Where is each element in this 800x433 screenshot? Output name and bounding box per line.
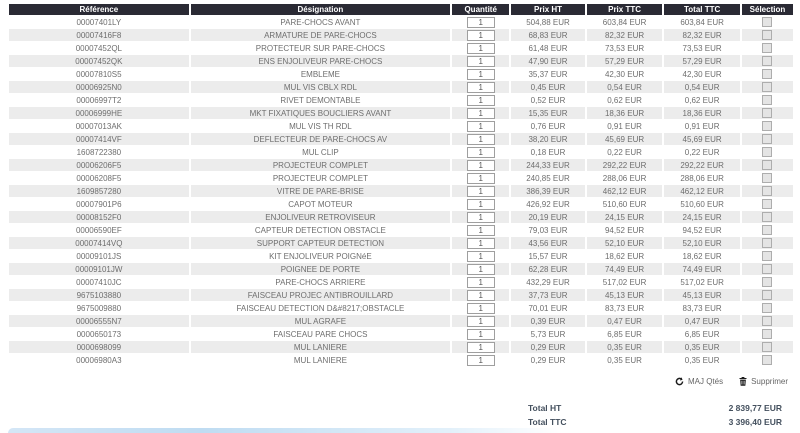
col-header-quantite: Quantité — [452, 4, 509, 15]
prix-ttc-cell: 517,02 EUR — [587, 276, 663, 288]
prix-ttc-cell: 18,36 EUR — [587, 107, 663, 119]
table-row — [9, 185, 793, 197]
prix-ht-cell: 35,37 EUR — [511, 68, 585, 80]
table-row — [9, 289, 793, 301]
selection-cell — [742, 237, 793, 249]
total-ttc-cell: 0,35 EUR — [664, 341, 740, 353]
total-ttc-cell: 45,13 EUR — [664, 289, 740, 301]
designation-cell: KIT ENJOLIVEUR POIGNéE — [191, 250, 450, 262]
quantity-cell — [452, 120, 509, 132]
quantity-cell — [452, 263, 509, 275]
quantity-input[interactable] — [467, 69, 495, 80]
bottom-panel-edge — [8, 428, 560, 433]
prix-ht-cell: 240,85 EUR — [511, 172, 585, 184]
prix-ht-cell: 62,28 EUR — [511, 263, 585, 275]
selection-checkbox[interactable] — [762, 43, 772, 53]
selection-cell — [742, 107, 793, 119]
table-row — [9, 328, 793, 340]
total-ttc-cell: 462,12 EUR — [664, 185, 740, 197]
quantity-cell — [452, 107, 509, 119]
selection-cell — [742, 328, 793, 340]
prix-ttc-cell: 0,35 EUR — [587, 354, 663, 366]
quantity-cell — [452, 276, 509, 288]
reference-cell: 00007013AK — [9, 120, 189, 132]
prix-ttc-cell: 83,73 EUR — [587, 302, 663, 314]
prix-ht-cell: 0,39 EUR — [511, 315, 585, 327]
total-ttc-label: Total TTC — [528, 417, 567, 427]
total-ttc-cell: 57,29 EUR — [664, 55, 740, 67]
table-row — [9, 81, 793, 93]
quantity-input[interactable] — [467, 17, 495, 28]
selection-checkbox[interactable] — [762, 108, 772, 118]
total-ttc-cell: 0,22 EUR — [664, 146, 740, 158]
table-row — [9, 276, 793, 288]
total-ht-label: Total HT — [528, 403, 562, 413]
total-ttc-cell: 18,36 EUR — [664, 107, 740, 119]
prix-ht-cell: 0,29 EUR — [511, 341, 585, 353]
table-row — [9, 263, 793, 275]
total-ttc-cell: 0,91 EUR — [664, 120, 740, 132]
table-row — [9, 172, 793, 184]
prix-ttc-cell: 52,10 EUR — [587, 237, 663, 249]
reference-cell: 00007901P6 — [9, 198, 189, 210]
prix-ht-cell: 0,29 EUR — [511, 354, 585, 366]
totals-section — [0, 403, 800, 431]
quantity-cell — [452, 315, 509, 327]
quantity-input[interactable] — [467, 160, 495, 171]
selection-checkbox[interactable] — [762, 303, 772, 313]
selection-checkbox[interactable] — [762, 147, 772, 157]
selection-cell — [742, 133, 793, 145]
prix-ht-cell: 68,83 EUR — [511, 29, 585, 41]
selection-checkbox[interactable] — [762, 264, 772, 274]
designation-cell: EMBLEME — [191, 68, 450, 80]
reference-cell: 9675103880 — [9, 289, 189, 301]
selection-checkbox[interactable] — [762, 69, 772, 79]
quantity-input[interactable] — [467, 43, 495, 54]
quantity-input[interactable] — [467, 277, 495, 288]
total-ttc-cell: 0,35 EUR — [664, 354, 740, 366]
quantity-cell — [452, 29, 509, 41]
selection-checkbox[interactable] — [762, 316, 772, 326]
table-row — [9, 237, 793, 249]
quantity-input[interactable] — [467, 329, 495, 340]
quantity-input[interactable] — [467, 108, 495, 119]
selection-checkbox[interactable] — [762, 238, 772, 248]
designation-cell: SUPPORT CAPTEUR DETECTION — [191, 237, 450, 249]
selection-cell — [742, 16, 793, 28]
prix-ttc-cell: 462,12 EUR — [587, 185, 663, 197]
reference-cell: 00006208F5 — [9, 172, 189, 184]
reference-cell: 9675009880 — [9, 302, 189, 314]
reference-cell: 00006590EF — [9, 224, 189, 236]
col-header-designation: Désignation — [191, 4, 450, 15]
selection-cell — [742, 172, 793, 184]
reference-cell: 00007410JC — [9, 276, 189, 288]
total-ttc-cell: 94,52 EUR — [664, 224, 740, 236]
quantity-input[interactable] — [467, 238, 495, 249]
quantity-input[interactable] — [467, 316, 495, 327]
table-row — [9, 107, 793, 119]
quantity-input[interactable] — [467, 134, 495, 145]
selection-cell — [742, 55, 793, 67]
selection-checkbox[interactable] — [762, 212, 772, 222]
table-row — [9, 29, 793, 41]
prix-ht-cell: 15,57 EUR — [511, 250, 585, 262]
supprimer-button[interactable] — [739, 377, 788, 386]
quantity-cell — [452, 341, 509, 353]
table-row — [9, 159, 793, 171]
maj-qtes-button[interactable] — [675, 377, 723, 386]
selection-cell — [742, 146, 793, 158]
selection-cell — [742, 276, 793, 288]
selection-cell — [742, 315, 793, 327]
designation-cell: VITRE DE PARE-BRISE — [191, 185, 450, 197]
maj-qtes-label: MAJ Qtés — [687, 377, 724, 386]
prix-ttc-cell: 0,62 EUR — [587, 94, 663, 106]
selection-checkbox[interactable] — [762, 121, 772, 131]
reference-cell: 00007452QL — [9, 42, 189, 54]
prix-ttc-cell: 0,47 EUR — [587, 315, 663, 327]
table-row — [9, 120, 793, 132]
selection-cell — [742, 185, 793, 197]
selection-cell — [742, 341, 793, 353]
designation-cell: FAISCEAU DETECTION D&#8217;OBSTACLE — [191, 302, 450, 314]
table-row — [9, 42, 793, 54]
selection-checkbox[interactable] — [762, 173, 772, 183]
selection-cell — [742, 159, 793, 171]
quantity-cell — [452, 68, 509, 80]
prix-ttc-cell: 18,62 EUR — [587, 250, 663, 262]
quantity-cell — [452, 16, 509, 28]
parts-table — [7, 3, 795, 367]
prix-ht-cell: 432,29 EUR — [511, 276, 585, 288]
total-ttc-cell: 510,60 EUR — [664, 198, 740, 210]
reference-cell: 00007414VQ — [9, 237, 189, 249]
selection-checkbox[interactable] — [762, 355, 772, 365]
total-ttc-cell: 83,73 EUR — [664, 302, 740, 314]
designation-cell: MUL CLIP — [191, 146, 450, 158]
reference-cell: 00007416F8 — [9, 29, 189, 41]
quantity-input[interactable] — [467, 82, 495, 93]
prix-ht-cell: 20,19 EUR — [511, 211, 585, 223]
designation-cell: PARE-CHOCS ARRIERE — [191, 276, 450, 288]
table-row — [9, 211, 793, 223]
total-ttc-cell: 6,85 EUR — [664, 328, 740, 340]
col-header-selection: Sélection — [742, 4, 793, 15]
selection-cell — [742, 29, 793, 41]
reference-cell: 00006980A3 — [9, 354, 189, 366]
selection-checkbox[interactable] — [762, 56, 772, 66]
selection-cell — [742, 198, 793, 210]
prix-ttc-cell: 292,22 EUR — [587, 159, 663, 171]
quantity-input[interactable] — [467, 251, 495, 262]
quantity-cell — [452, 94, 509, 106]
table-row — [9, 250, 793, 262]
prix-ttc-cell: 288,06 EUR — [587, 172, 663, 184]
prix-ttc-cell: 0,91 EUR — [587, 120, 663, 132]
reference-cell: 00006997T2 — [9, 94, 189, 106]
prix-ht-cell: 504,88 EUR — [511, 16, 585, 28]
designation-cell: MUL LANIERE — [191, 354, 450, 366]
selection-checkbox[interactable] — [762, 160, 772, 170]
total-ttc-cell: 24,15 EUR — [664, 211, 740, 223]
supprimer-label: Supprimer — [751, 377, 788, 386]
designation-cell: CAPTEUR DETECTION OBSTACLE — [191, 224, 450, 236]
quantity-cell — [452, 133, 509, 145]
table-row — [9, 315, 793, 327]
reference-cell: 00006925N0 — [9, 81, 189, 93]
quantity-cell — [452, 250, 509, 262]
selection-checkbox[interactable] — [762, 329, 772, 339]
selection-checkbox[interactable] — [762, 186, 772, 196]
selection-checkbox[interactable] — [762, 225, 772, 235]
designation-cell: MUL VIS TH RDL — [191, 120, 450, 132]
total-ttc-cell: 52,10 EUR — [664, 237, 740, 249]
selection-cell — [742, 289, 793, 301]
prix-ht-cell: 38,20 EUR — [511, 133, 585, 145]
col-header-prix-ht: Prix HT — [511, 4, 585, 15]
selection-cell — [742, 302, 793, 314]
quantity-cell — [452, 159, 509, 171]
prix-ttc-cell: 82,32 EUR — [587, 29, 663, 41]
selection-checkbox[interactable] — [762, 95, 772, 105]
quantity-cell — [452, 289, 509, 301]
table-row — [9, 354, 793, 366]
quantity-cell — [452, 328, 509, 340]
total-ttc-cell: 288,06 EUR — [664, 172, 740, 184]
selection-cell — [742, 211, 793, 223]
col-header-total-ttc: Total TTC — [664, 4, 740, 15]
quantity-input[interactable] — [467, 264, 495, 275]
total-ht-row — [0, 403, 800, 417]
designation-cell: PARE-CHOCS AVANT — [191, 16, 450, 28]
total-ttc-cell: 517,02 EUR — [664, 276, 740, 288]
designation-cell: RIVET DEMONTABLE — [191, 94, 450, 106]
selection-checkbox[interactable] — [762, 290, 772, 300]
designation-cell: MUL LANIERE — [191, 341, 450, 353]
prix-ttc-cell: 603,84 EUR — [587, 16, 663, 28]
quantity-cell — [452, 211, 509, 223]
table-row — [9, 302, 793, 314]
prix-ttc-cell: 0,35 EUR — [587, 341, 663, 353]
designation-cell: DEFLECTEUR DE PARE-CHOCS AV — [191, 133, 450, 145]
quantity-cell — [452, 185, 509, 197]
designation-cell: FAISCEAU PROJEC ANTIBROUILLARD — [191, 289, 450, 301]
prix-ttc-cell: 42,30 EUR — [587, 68, 663, 80]
selection-checkbox[interactable] — [762, 82, 772, 92]
table-row — [9, 16, 793, 28]
selection-cell — [742, 42, 793, 54]
reference-cell: 00009101JS — [9, 250, 189, 262]
table-row — [9, 341, 793, 353]
table-row — [9, 133, 793, 145]
prix-ttc-cell: 45,13 EUR — [587, 289, 663, 301]
quantity-input[interactable] — [467, 30, 495, 41]
reference-cell: 0000698099 — [9, 341, 189, 353]
quantity-input[interactable] — [467, 199, 495, 210]
quantity-input[interactable] — [467, 290, 495, 301]
prix-ht-cell: 0,45 EUR — [511, 81, 585, 93]
quantity-input[interactable] — [467, 212, 495, 223]
prix-ttc-cell: 45,69 EUR — [587, 133, 663, 145]
selection-checkbox[interactable] — [762, 251, 772, 261]
total-ttc-cell: 0,62 EUR — [664, 94, 740, 106]
quantity-cell — [452, 302, 509, 314]
table-row — [9, 198, 793, 210]
table-row — [9, 55, 793, 67]
prix-ht-cell: 386,39 EUR — [511, 185, 585, 197]
prix-ttc-cell: 6,85 EUR — [587, 328, 663, 340]
designation-cell: MUL VIS CBLX RDL — [191, 81, 450, 93]
table-actions — [675, 377, 788, 386]
quantity-input[interactable] — [467, 186, 495, 197]
quantity-cell — [452, 198, 509, 210]
table-row — [9, 94, 793, 106]
selection-checkbox[interactable] — [762, 134, 772, 144]
total-ttc-cell: 0,47 EUR — [664, 315, 740, 327]
designation-cell: POIGNEE DE PORTE — [191, 263, 450, 275]
designation-cell: ENJOLIVEUR RETROVISEUR — [191, 211, 450, 223]
refresh-icon — [675, 377, 684, 386]
designation-cell: ENS ENJOLIVEUR PARE-CHOCS — [191, 55, 450, 67]
reference-cell: 1608722380 — [9, 146, 189, 158]
prix-ttc-cell: 74,49 EUR — [587, 263, 663, 275]
prix-ttc-cell: 24,15 EUR — [587, 211, 663, 223]
prix-ht-cell: 5,73 EUR — [511, 328, 585, 340]
total-ttc-cell: 42,30 EUR — [664, 68, 740, 80]
total-ttc-value: 3 396,40 EUR — [728, 417, 782, 427]
total-ttc-cell: 45,69 EUR — [664, 133, 740, 145]
prix-ht-cell: 37,73 EUR — [511, 289, 585, 301]
prix-ht-cell: 43,56 EUR — [511, 237, 585, 249]
quantity-cell — [452, 55, 509, 67]
prix-ttc-cell: 510,60 EUR — [587, 198, 663, 210]
table-header-row — [9, 4, 793, 15]
prix-ht-cell: 47,90 EUR — [511, 55, 585, 67]
designation-cell: ARMATURE DE PARE-CHOCS — [191, 29, 450, 41]
quantity-cell — [452, 172, 509, 184]
prix-ht-cell: 0,76 EUR — [511, 120, 585, 132]
designation-cell: PROJECTEUR COMPLET — [191, 172, 450, 184]
quantity-input[interactable] — [467, 303, 495, 314]
selection-checkbox[interactable] — [762, 17, 772, 27]
prix-ht-cell: 244,33 EUR — [511, 159, 585, 171]
total-ttc-cell: 74,49 EUR — [664, 263, 740, 275]
quantity-input[interactable] — [467, 173, 495, 184]
total-ttc-cell: 18,62 EUR — [664, 250, 740, 262]
designation-cell: MKT FIXATIQUES BOUCLIERS AVANT — [191, 107, 450, 119]
designation-cell: PROJECTEUR COMPLET — [191, 159, 450, 171]
total-ttc-cell: 82,32 EUR — [664, 29, 740, 41]
quantity-input[interactable] — [467, 95, 495, 106]
reference-cell: 00009101JW — [9, 263, 189, 275]
reference-cell: 00006206F5 — [9, 159, 189, 171]
reference-cell: 00007414VF — [9, 133, 189, 145]
reference-cell: 00007452QK — [9, 55, 189, 67]
col-header-prix-ttc: Prix TTC — [587, 4, 663, 15]
prix-ttc-cell: 94,52 EUR — [587, 224, 663, 236]
prix-ht-cell: 61,48 EUR — [511, 42, 585, 54]
quantity-input[interactable] — [467, 355, 495, 366]
table-row — [9, 146, 793, 158]
prix-ttc-cell: 73,53 EUR — [587, 42, 663, 54]
prix-ht-cell: 426,92 EUR — [511, 198, 585, 210]
total-ht-value: 2 839,77 EUR — [728, 403, 782, 413]
trash-icon — [739, 377, 747, 386]
quantity-cell — [452, 81, 509, 93]
prix-ht-cell: 70,01 EUR — [511, 302, 585, 314]
selection-checkbox[interactable] — [762, 30, 772, 40]
table-row — [9, 68, 793, 80]
quantity-input[interactable] — [467, 121, 495, 132]
designation-cell: CAPOT MOTEUR — [191, 198, 450, 210]
selection-cell — [742, 68, 793, 80]
prix-ttc-cell: 57,29 EUR — [587, 55, 663, 67]
prix-ttc-cell: 0,54 EUR — [587, 81, 663, 93]
designation-cell: PROTECTEUR SUR PARE-CHOCS — [191, 42, 450, 54]
quantity-input[interactable] — [467, 342, 495, 353]
reference-cell: 1609857280 — [9, 185, 189, 197]
quantity-input[interactable] — [467, 225, 495, 236]
quantity-cell — [452, 42, 509, 54]
quantity-cell — [452, 237, 509, 249]
quantity-cell — [452, 224, 509, 236]
selection-cell — [742, 94, 793, 106]
total-ttc-cell: 603,84 EUR — [664, 16, 740, 28]
selection-cell — [742, 81, 793, 93]
reference-cell: 00007810S5 — [9, 68, 189, 80]
prix-ttc-cell: 0,22 EUR — [587, 146, 663, 158]
selection-checkbox[interactable] — [762, 277, 772, 287]
quantity-input[interactable] — [467, 147, 495, 158]
reference-cell: 0000650173 — [9, 328, 189, 340]
quantity-cell — [452, 354, 509, 366]
designation-cell: FAISCEAU PARE CHOCS — [191, 328, 450, 340]
selection-cell — [742, 224, 793, 236]
prix-ht-cell: 0,52 EUR — [511, 94, 585, 106]
total-ttc-cell: 292,22 EUR — [664, 159, 740, 171]
selection-cell — [742, 120, 793, 132]
designation-cell: MUL AGRAFE — [191, 315, 450, 327]
prix-ht-cell: 15,35 EUR — [511, 107, 585, 119]
prix-ht-cell: 0,18 EUR — [511, 146, 585, 158]
selection-checkbox[interactable] — [762, 199, 772, 209]
selection-checkbox[interactable] — [762, 342, 772, 352]
selection-cell — [742, 250, 793, 262]
quantity-input[interactable] — [467, 56, 495, 67]
total-ttc-cell: 73,53 EUR — [664, 42, 740, 54]
quantity-cell — [452, 146, 509, 158]
reference-cell: 00008152F0 — [9, 211, 189, 223]
selection-cell — [742, 354, 793, 366]
reference-cell: 00006999HE — [9, 107, 189, 119]
col-header-reference: Référence — [9, 4, 189, 15]
prix-ht-cell: 79,03 EUR — [511, 224, 585, 236]
table-row — [9, 224, 793, 236]
reference-cell: 00006555N7 — [9, 315, 189, 327]
reference-cell: 00007401LY — [9, 16, 189, 28]
total-ttc-cell: 0,54 EUR — [664, 81, 740, 93]
selection-cell — [742, 263, 793, 275]
